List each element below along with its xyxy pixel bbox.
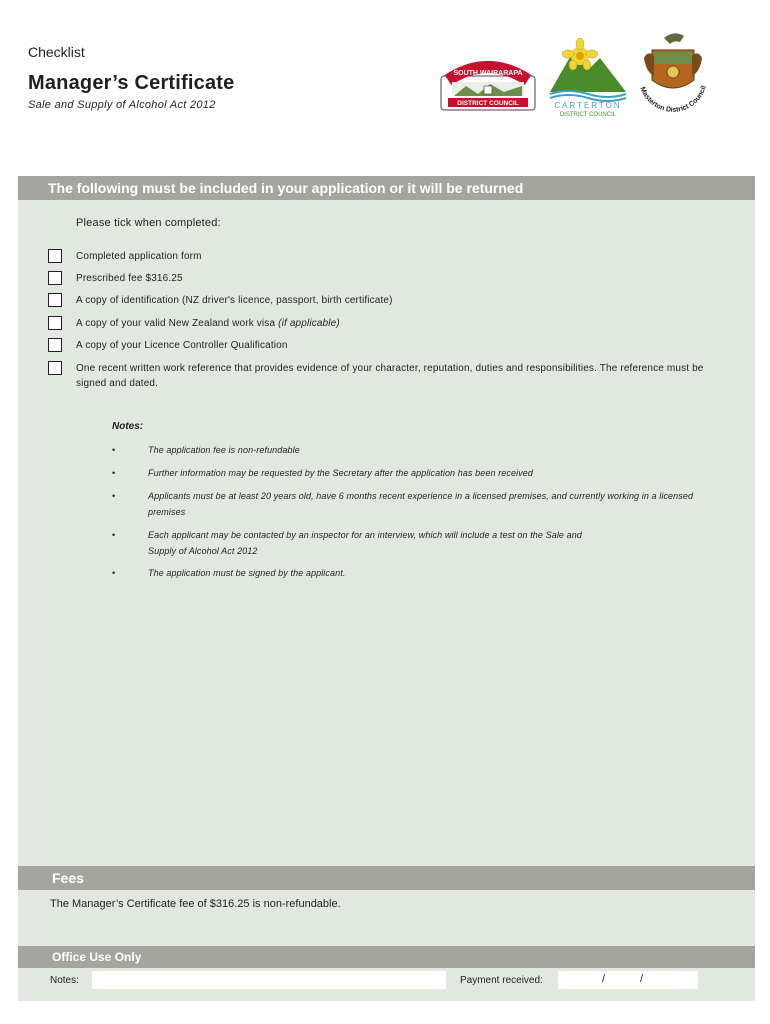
notes-heading: Notes: [112, 421, 144, 432]
office-notes-field[interactable] [92, 971, 446, 989]
date-separator: / [640, 973, 644, 985]
checklist-item-text-qualifier: (if applicable) [278, 318, 340, 329]
checklist-checkbox[interactable] [48, 338, 62, 352]
checklist-item-text-main: A copy of your valid New Zealand work visa [76, 318, 279, 329]
checklist-checkbox[interactable] [48, 249, 62, 263]
checklist-item-text: A copy of your Licence Controller Qualification [76, 340, 288, 351]
cdc-bottom-text: DISTRICT COUNCIL [559, 112, 617, 118]
office-use-heading-bar: Office Use Only [18, 946, 755, 968]
note-text: Each applicant may be contacted by an inspector for an interview, which will include a test on the Sale and Supply of Alcohol Act 2012 [148, 530, 582, 556]
bullet-icon: • [112, 530, 116, 540]
note-text: The application must be signed by the applicant. [148, 568, 346, 578]
checklist-item-text: Completed application form [76, 251, 202, 262]
checklist-checkbox[interactable] [48, 361, 62, 375]
note-text: The application fee is non-refundable [148, 445, 300, 455]
masterton-logo [634, 28, 712, 124]
south-wairarapa-logo [438, 58, 538, 114]
note-text: Further information may be requested by the Secretary after the application has been received [148, 468, 534, 478]
page-subtitle: Sale and Supply of Alcohol Act 2012 [28, 99, 216, 111]
bullet-icon: • [112, 491, 116, 501]
note-text: Applicants must be at least 20 years old, have 6 months recent experience in a licensed premises, and currently working in a licensed premises [148, 491, 694, 517]
checklist-instruction: Please tick when completed: [76, 217, 221, 229]
checklist-checkbox[interactable] [48, 316, 62, 330]
bullet-icon: • [112, 468, 116, 478]
mdc-arc-text: Masterton District Council [638, 85, 708, 114]
page-title: Manager’s Certificate [28, 72, 235, 94]
swdc-top-text: SOUTH WAIRARAPA [453, 70, 523, 77]
checklist-item-text: One recent written work reference that provides evidence of your character, reputation, duties and responsibilities. The reference must be signed and dated. [76, 363, 704, 389]
checklist-checkbox[interactable] [48, 271, 62, 285]
checklist-item-text: A copy of identification (NZ driver's licence, passport, birth certificate) [76, 295, 393, 306]
cdc-top-text: CARTERTON [554, 101, 622, 110]
bullet-icon: • [112, 445, 116, 455]
fees-text: The Manager’s Certificate fee of $316.25 is non-refundable. [50, 898, 341, 910]
carterton-logo [544, 38, 632, 118]
swdc-bottom-text: DISTRICT COUNCIL [457, 100, 519, 107]
checklist-checkbox[interactable] [48, 293, 62, 307]
date-separator: / [602, 973, 606, 985]
bullet-icon: • [112, 568, 116, 578]
office-notes-label: Notes: [50, 975, 79, 986]
fees-heading-bar: Fees [18, 866, 755, 890]
checklist-heading-bar: The following must be included in your application or it will be returned [18, 176, 755, 200]
checklist-item-text: Prescribed fee $316.25 [76, 273, 183, 284]
payment-date-field[interactable] [558, 971, 698, 989]
payment-received-label: Payment received: [460, 975, 543, 986]
document-type-label: Checklist [28, 44, 85, 60]
svg-text:Masterton District Council [639, 85, 708, 114]
checklist-item-text [76, 316, 706, 331]
